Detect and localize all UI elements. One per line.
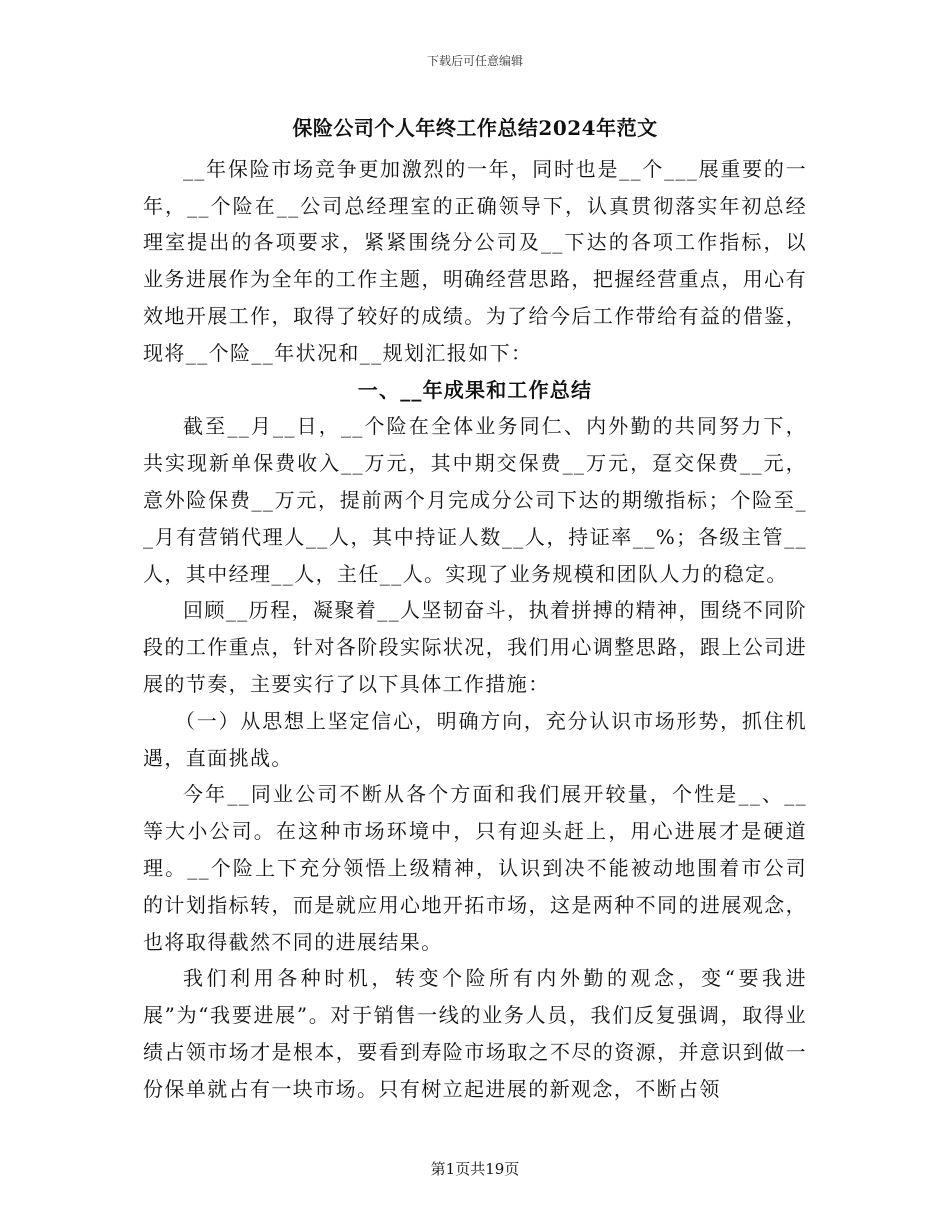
sub-heading: （一）从思想上坚定信心，明确方向，充分认识市场形势，抓住机遇，直面挑战。 <box>143 708 807 770</box>
body-paragraph: 回顾__历程，凝聚着__人坚韧奋斗，执着拼搏的精神，围绕不同阶段的工作重点，针对各阶段实际状况，我们用心调整思路，跟上公司进展的节奏，主要实行了以下具体工作措施： <box>143 598 807 696</box>
body-paragraph: 截至__月__日，__个险在全体业务同仁、内外勤的共同努力下，共实现新单保费收入__万元，其中期交保费__万元，趸交保费__元，意外险保费__万元，提前两个月完成分公司下达的期缴指标；个险至__月有营销代理人__人，其中持证人数__人，持证率__%；各级主管__人，其中经理__人，主任__人。实现了业务规模和团队人力的稳定。 <box>143 414 807 586</box>
body-paragraph: 今年__同业公司不断从各个方面和我们展开较量，个性是__、__等大小公司。在这种市场环境中，只有迎头赶上，用心进展才是硬道理。__个险上下充分领悟上级精神，认识到决不能被动地围着市公司的计划指标转，而是就应用心地开拓市场，这是两种不同的进展观念，也将取得截然不同的进展结果。 <box>143 782 807 954</box>
page-footer: 第1页共19页 <box>430 1160 520 1178</box>
document-title: 保险公司个人年终工作总结2024年范文 <box>292 116 658 140</box>
intro-paragraph: __年保险市场竞争更加激烈的一年，同时也是__个___展重要的一年，__个险在__公司总经理室的正确领导下，认真贯彻落实年初总经理室提出的各项要求，紧紧围绕分公司及__下达的各项工作指标，以业务进展作为全年的工作主题，明确经营思路，把握经营重点，用心有效地开展工作，取得了较好的成绩。为了给今后工作带给有益的借鉴，现将__个险__年状况和__规划汇报如下： <box>143 156 807 365</box>
section-heading: 一、__年成果和工作总结 <box>357 377 593 402</box>
page-header-note: 下载后可任意编辑 <box>426 54 523 68</box>
document-body <box>143 110 807 1108</box>
body-paragraph: 我们利用各种时机，转变个险所有内外勤的观念，变“要我进展”为“我要进展”。对于销售一线的业务人员，我们反复强调，取得业绩占领市场才是根本，要看到寿险市场取之不尽的资源，并意识到做一份保单就占有一块市场。只有树立起进展的新观念，不断占领 <box>143 966 807 1101</box>
